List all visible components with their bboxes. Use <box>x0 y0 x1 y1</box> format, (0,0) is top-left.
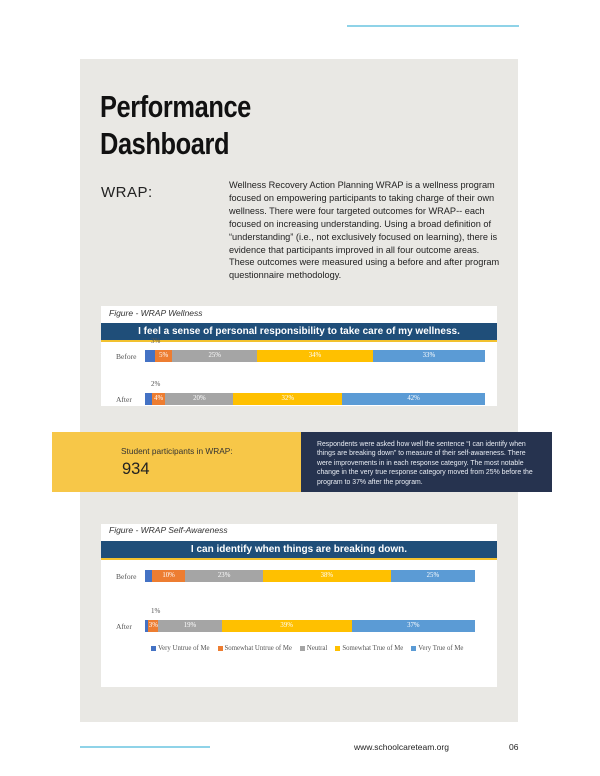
legend-swatch <box>411 646 416 651</box>
data-label: 1% <box>151 607 161 615</box>
banner-underline <box>101 558 497 560</box>
bar-segment-very-true-of-me: 37% <box>352 620 475 632</box>
footer-url[interactable]: www.schoolcareteam.org <box>354 742 449 752</box>
top-accent-rule <box>347 25 519 27</box>
bar-segment-very-true-of-me: 25% <box>391 570 475 582</box>
row-label-before: Before <box>116 352 137 361</box>
bar-segment-very-untrue-of-me <box>145 570 152 582</box>
figure-wrap-self-awareness <box>101 524 497 687</box>
section-label: WRAP: <box>101 184 153 201</box>
stat-label: Student participants in WRAP: <box>121 446 233 456</box>
bar-segment-very-untrue-of-me <box>145 393 152 405</box>
legend-item <box>151 645 210 652</box>
stat-value: 934 <box>122 460 150 478</box>
figure-label: Figure - WRAP Self-Awareness <box>109 525 228 535</box>
bar-segment-somewhat-true-of-me: 32% <box>233 393 342 405</box>
chart-legend <box>151 645 463 652</box>
bar-segment-somewhat-untrue-of-me: 10% <box>152 570 186 582</box>
row-label-after: After <box>116 395 132 404</box>
bar-segment-somewhat-true-of-me: 39% <box>222 620 352 632</box>
page-title-line-2: Dashboard <box>100 126 230 161</box>
bar-segment-somewhat-untrue-of-me: 4% <box>152 393 166 405</box>
legend-label: Somewhat True of Me <box>342 645 404 652</box>
stacked-bar-after <box>145 393 485 405</box>
legend-item <box>335 645 403 652</box>
bar-segment-very-true-of-me: 33% <box>373 350 485 362</box>
legend-swatch <box>300 646 305 651</box>
chart-banner: I feel a sense of personal responsibility to take care of my wellness. <box>101 323 497 340</box>
stat-band <box>52 432 301 492</box>
stacked-bar-before <box>145 570 475 582</box>
legend-label: Somewhat Untrue of Me <box>224 645 292 652</box>
legend-label: Very Untrue of Me <box>158 645 210 652</box>
legend-label: Very True of Me <box>418 645 464 652</box>
banner-underline <box>101 340 497 342</box>
figure-label: Figure - WRAP Wellness <box>109 308 203 318</box>
bar-segment-neutral: 25% <box>172 350 257 362</box>
row-label-before: Before <box>116 572 137 581</box>
figure-wrap-wellness <box>101 306 497 406</box>
bar-segment-somewhat-true-of-me: 34% <box>257 350 373 362</box>
chart-banner: I can identify when things are breaking down. <box>101 541 497 558</box>
bar-segment-neutral: 23% <box>185 570 262 582</box>
page-number: 06 <box>509 742 519 752</box>
bar-segment-somewhat-untrue-of-me: 5% <box>155 350 172 362</box>
page-title <box>100 88 251 162</box>
bar-segment-very-untrue-of-me <box>145 350 155 362</box>
legend-item <box>300 645 327 652</box>
legend-swatch <box>218 646 223 651</box>
stacked-bar-after <box>145 620 475 632</box>
row-label-after: After <box>116 622 132 631</box>
page-title-line-1: Performance <box>100 89 251 124</box>
bottom-accent-rule <box>80 746 210 748</box>
legend-label: Neutral <box>306 645 328 652</box>
legend-swatch <box>335 646 340 651</box>
section-description: Wellness Recovery Action Planning WRAP is a wellness program focused on empowering participants to taking charge of their own wellness. There were four targeted outcomes for WRAP-- each focused on increasing understanding. Using a broad definition of “understanding” (i.e., not exclusively focused on learning), there is evidence that participants improved in all four outcome areas. These outcomes were measured using a before and after program questionnaire methodology. <box>229 180 500 281</box>
bar-segment-very-true-of-me: 42% <box>342 393 485 405</box>
bar-segment-somewhat-untrue-of-me: 3% <box>148 620 158 632</box>
data-label: 2% <box>151 380 161 388</box>
legend-item <box>411 645 463 652</box>
bar-segment-somewhat-true-of-me: 38% <box>263 570 391 582</box>
bar-segment-neutral: 19% <box>158 620 221 632</box>
legend-swatch <box>151 646 156 651</box>
bar-segment-neutral: 20% <box>165 393 233 405</box>
data-label: 3% <box>151 337 161 345</box>
note-text: Respondents were asked how well the sentence “I can identify when things are breaking down” to measure of their self-awareness. There were improvements in in each response category. The most notable change in the very true response category moved from 25% before the program to 37% after the program. <box>317 441 533 486</box>
legend-item <box>218 645 292 652</box>
stacked-bar-before <box>145 350 485 362</box>
